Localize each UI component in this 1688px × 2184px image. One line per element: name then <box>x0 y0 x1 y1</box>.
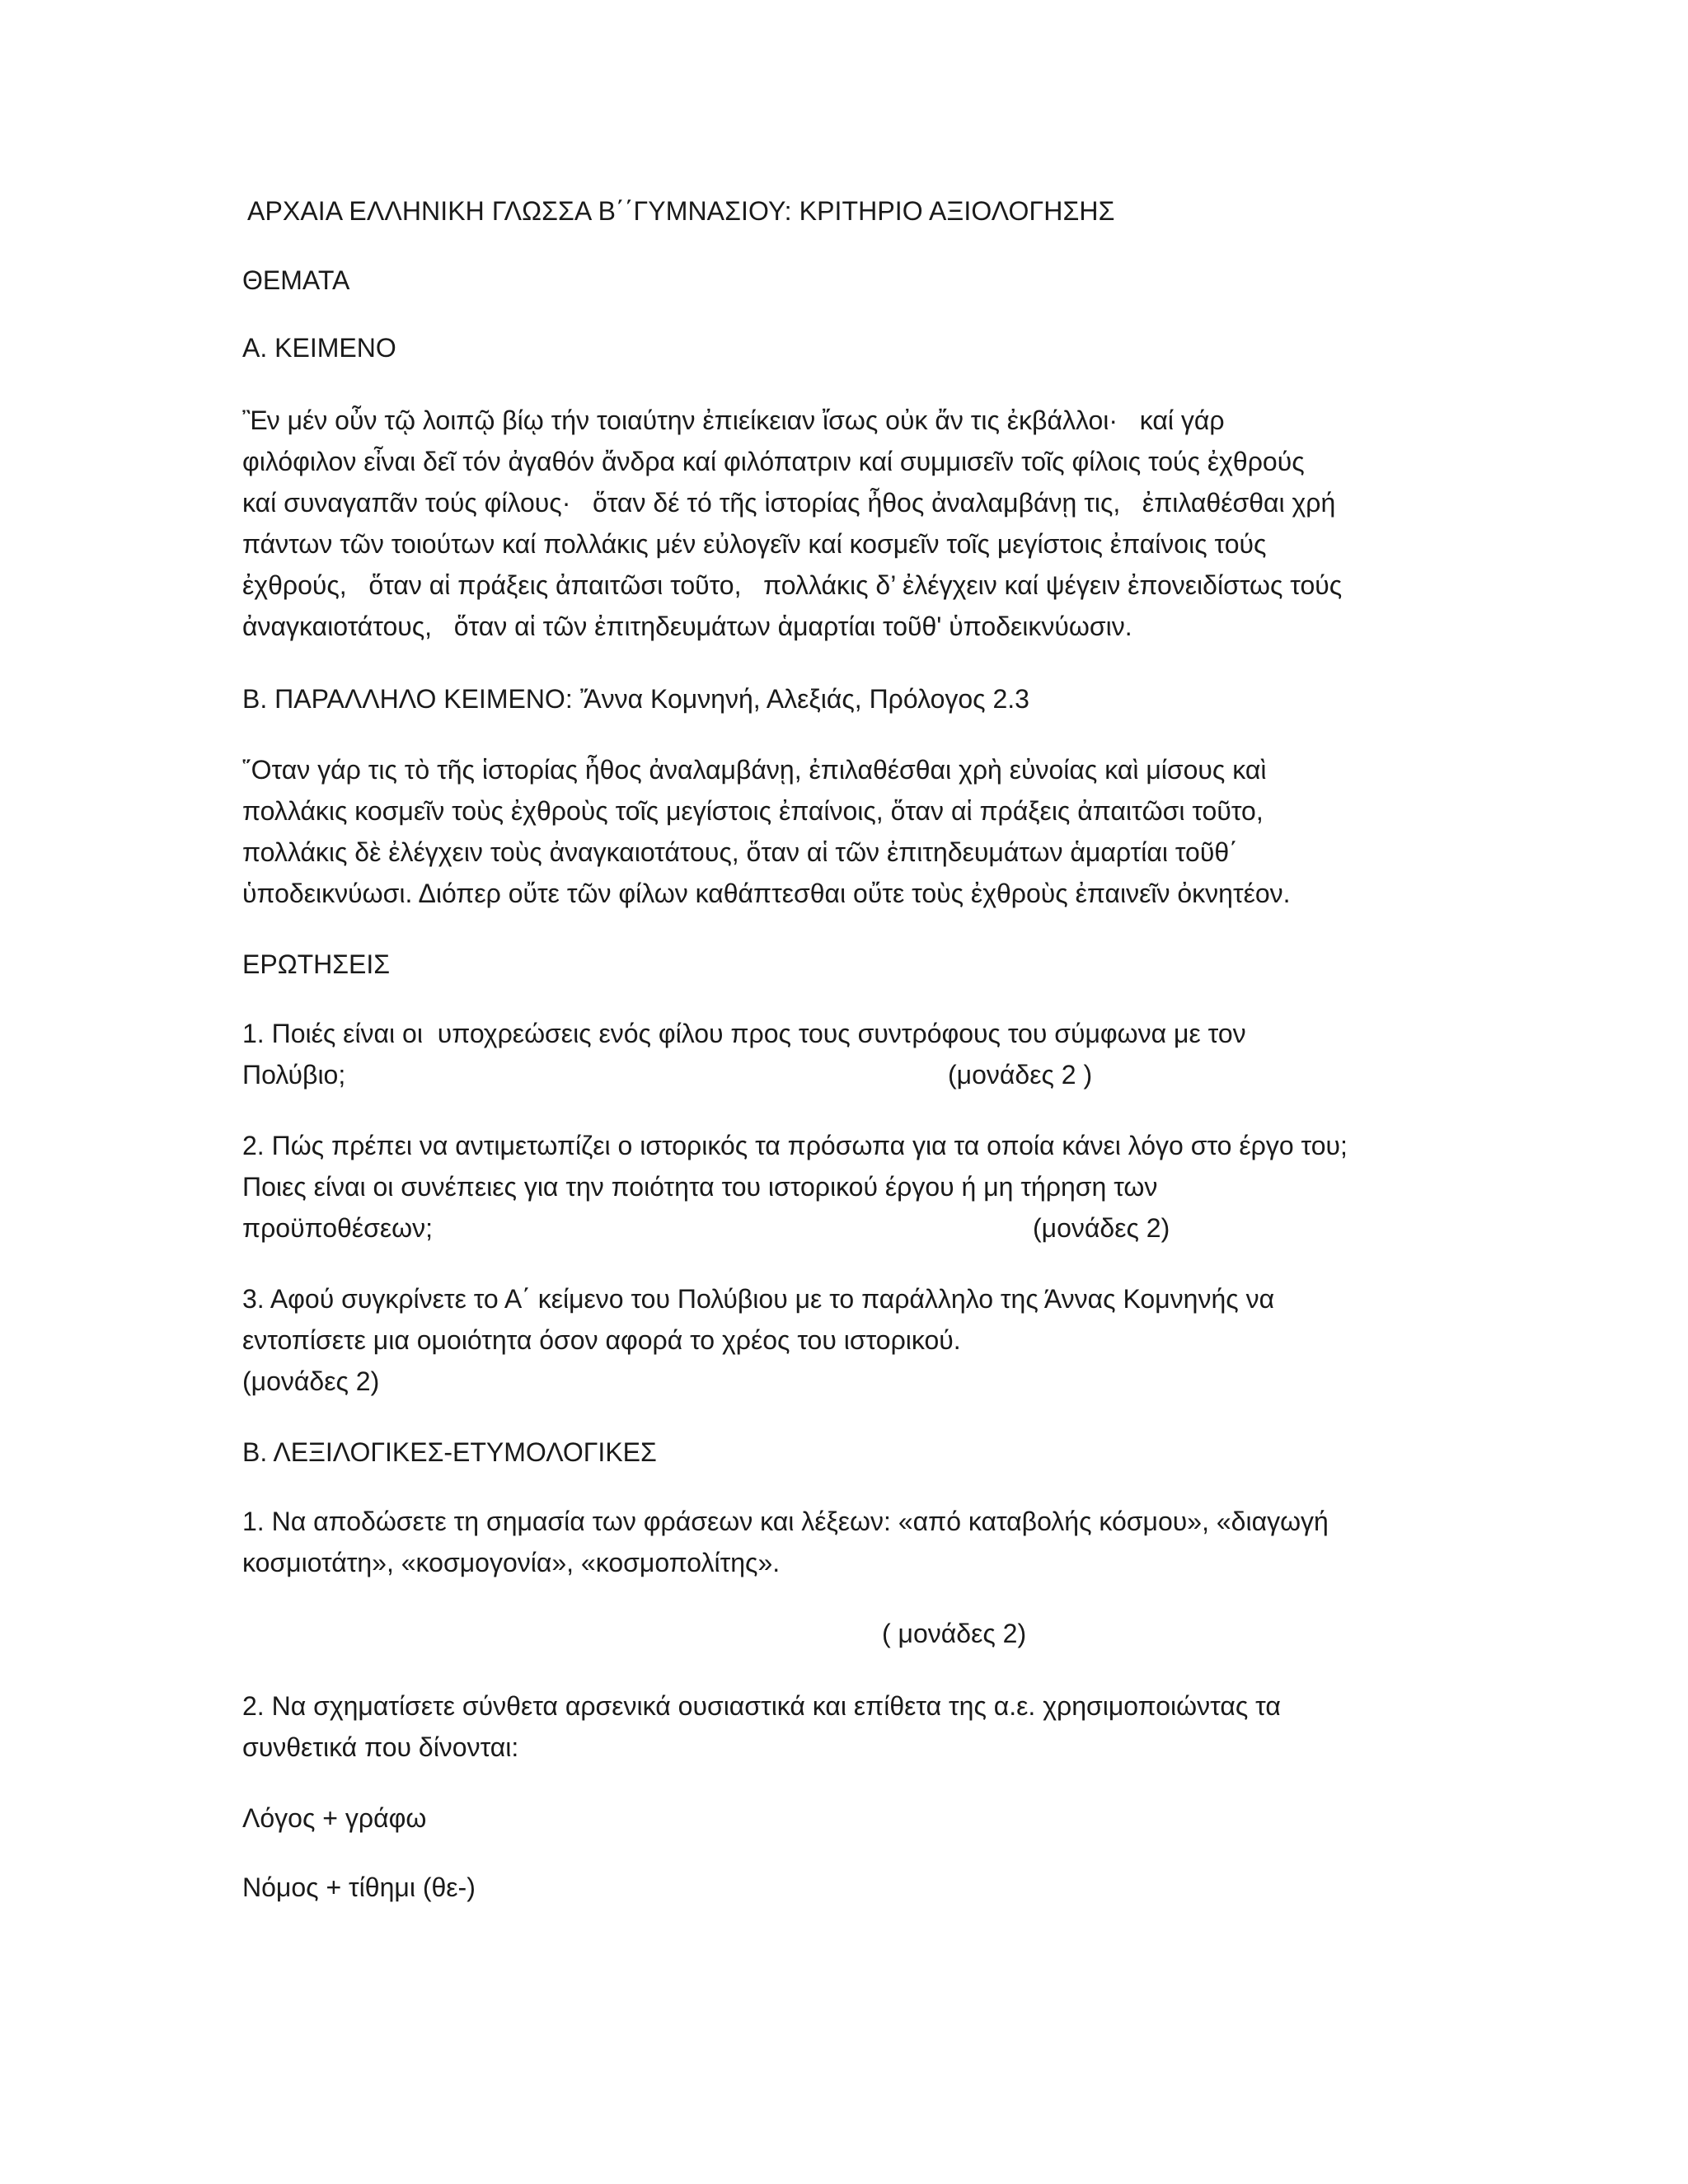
text-line: πάντων τῶν τοιούτων καί πολλάκις μέν εὐλογεῖν καί κοσμεῖν τοῖς μεγίστοις ἐπαίνοις τούς <box>242 529 1267 559</box>
points-label: (μονάδες 2) <box>242 1366 380 1396</box>
text-line: πολλάκις δὲ ἐλέγχειν τοὺς ἀναγκαιοτάτους, ὅταν αἱ τῶν ἐπιτηδευμάτων ἁμαρτίαι τοῦθ΄ <box>242 837 1238 867</box>
compound-item: Νόμος + τίθημι (θε-) <box>242 1872 476 1902</box>
section-a-heading: Α. ΚΕΙΜΕΝΟ <box>242 333 396 363</box>
question-text: συνθετικά που δίνονται: <box>242 1732 519 1762</box>
text-line: καί συναγαπᾶν τούς φίλους· ὅταν δέ τό τῆς ἱστορίας ἦθος ἀναλαμβάνῃ τις, ἐπιλαθέσθαι χρή <box>242 488 1336 518</box>
text-line: ἀναγκαιοτάτους, ὅταν αἱ τῶν ἐπιτηδευμάτων ἁμαρτίαι τοῦθ' ὑποδεικνύωσιν. <box>242 612 1132 641</box>
question-text: κοσμιοτάτη», «κοσμογονία», «κοσμοπολίτης». <box>242 1548 781 1577</box>
question-text: 3. Αφού συγκρίνετε το Α΄ κείμενο του Πολύβιου με το παράλληλο της Άννας Κομνηνής να <box>242 1284 1275 1314</box>
question-text: 2. Να σχηματίσετε σύνθετα αρσενικά ουσιαστικά και επίθετα της α.ε. χρησιμοποιώντας τα <box>242 1691 1281 1721</box>
document-title: ΑΡΧΑΙΑ ΕΛΛΗΝΙΚΗ ΓΛΩΣΣΑ Β΄΄ΓΥΜΝΑΣΙΟΥ: ΚΡΙΤΗΡΙΟ ΑΞΙΟΛΟΓΗΣΗΣ <box>247 196 1115 226</box>
question-text: Πολύβιο; <box>242 1060 346 1090</box>
points-label: (μονάδες 2 ) <box>948 1060 1093 1090</box>
text-line: πολλάκις κοσμεῖν τοὺς ἐχθροὺς τοῖς μεγίστοις ἐπαίνοις, ὅταν αἱ πράξεις ἀπαιτῶσι τοῦτο, <box>242 796 1264 826</box>
text-line: ἐχθρούς, ὅταν αἱ πράξεις ἀπαιτῶσι τοῦτο, πολλάκις δ’ ἐλέγχειν καί ψέγειν ἐπονειδίστως τούς <box>242 570 1343 600</box>
question-text: Ποιες είναι οι συνέπειες για την ποιότητα του ιστορικού έργου ή μη τήρηση των <box>242 1172 1158 1202</box>
points-label: ( μονάδες 2) <box>882 1619 1027 1648</box>
text-line: Ἒν μέν οὖν τῷ λοιπῷ βίῳ τήν τοιαύτην ἐπιείκειαν ἴσως οὐκ ἄν τις ἐκβάλλοι· καί γάρ <box>242 405 1225 435</box>
question-text: εντοπίσετε μια ομοιότητα όσον αφορά το χρέος του ιστορικού. <box>242 1325 961 1355</box>
points-label: (μονάδες 2) <box>1033 1213 1170 1243</box>
question-text: 1. Να αποδώσετε τη σημασία των φράσεων και λέξεων: «από καταβολής κόσμου», «διαγωγή <box>242 1507 1329 1536</box>
question-text: προϋποθέσεων; <box>242 1213 433 1243</box>
section-b-heading: Β. ΠΑΡΑΛΛΗΛΟ ΚΕΙΜΕΝΟ: Ἄννα Κομνηνή, Αλεξιάς, Πρόλογος 2.3 <box>242 684 1029 714</box>
question-text: 1. Ποιές είναι οι υποχρεώσεις ενός φίλου προς τους συντρόφους του σύμφωνα με τον <box>242 1019 1246 1048</box>
themata-heading: ΘΕΜΑΤΑ <box>242 265 350 295</box>
text-line: φιλόφιλον εἶναι δεῖ τόν ἀγαθόν ἄνδρα καί φιλόπατριν καί συμμισεῖν τοῖς φίλοις τούς ἐχθρούς <box>242 447 1305 476</box>
questions-heading: ΕΡΩΤΗΣΕΙΣ <box>242 949 391 979</box>
text-line: ῞Οταν γάρ τις τὸ τῆς ἱστορίας ἦθος ἀναλαμβάνῃ, ἐπιλαθέσθαι χρὴ εὐνοίας καὶ μίσους καὶ <box>242 755 1267 785</box>
lexical-heading: Β. ΛΕΞΙΛΟΓΙΚΕΣ-ΕΤΥΜΟΛΟΓΙΚΕΣ <box>242 1437 657 1467</box>
compound-item: Λόγος + γράφω <box>242 1803 427 1833</box>
question-text: 2. Πώς πρέπει να αντιμετωπίζει ο ιστορικός τα πρόσωπα για τα οποία κάνει λόγο στο έργο του; <box>242 1131 1348 1160</box>
text-line: ὑποδεικνύωσι. Διόπερ οὔτε τῶν φίλων καθάπτεσθαι οὔτε τοὺς ἐχθροὺς ἐπαινεῖν ὀκνητέον. <box>242 879 1291 908</box>
